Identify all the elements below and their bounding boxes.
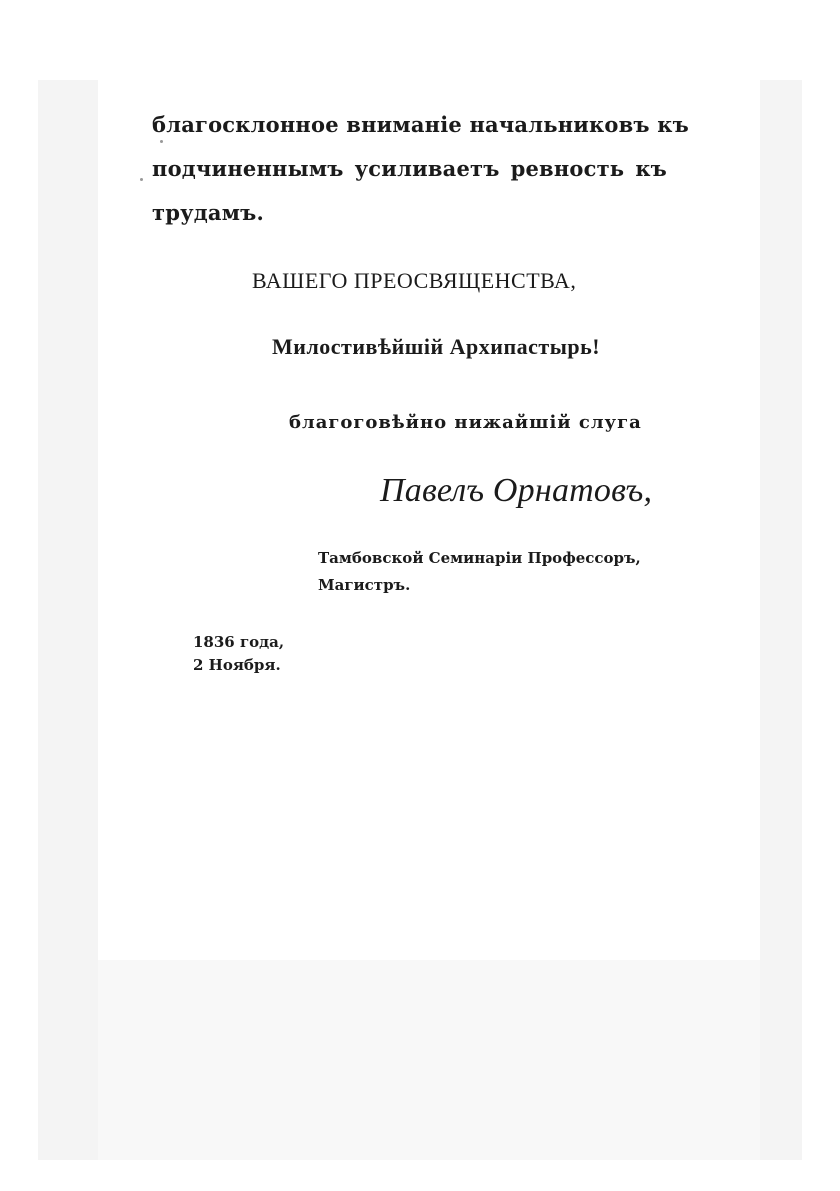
scan-shade-right <box>760 80 802 1160</box>
scan-speck <box>160 140 163 143</box>
date-day: 2 Ноября. <box>193 656 281 674</box>
salutation: Милостивѣйшій Архипастырь! <box>272 334 601 359</box>
body-line-3: трудамъ. <box>152 200 265 225</box>
body-line-1: благосклонное вниманіе начальниковъ къ <box>152 112 689 137</box>
scan-speck <box>140 178 143 181</box>
date-year: 1836 года, <box>193 633 285 651</box>
scan-shade-left <box>38 80 98 1160</box>
body-line-2: подчиненнымъ усиливаетъ ревность къ <box>152 156 667 181</box>
scan-shade-bottom <box>98 960 760 1160</box>
affiliation-line-2: Магистръ. <box>318 576 411 594</box>
affiliation-line-1: Тамбовской Семинаріи Профессоръ, <box>318 549 641 567</box>
signature-name: Павелъ Орнатовъ, <box>380 472 653 509</box>
servant-line: благоговѣйно нижайшій слуга <box>289 412 642 433</box>
address-heading: ВАШЕГО ПРЕОСВЯЩЕНСТВА, <box>252 268 577 293</box>
